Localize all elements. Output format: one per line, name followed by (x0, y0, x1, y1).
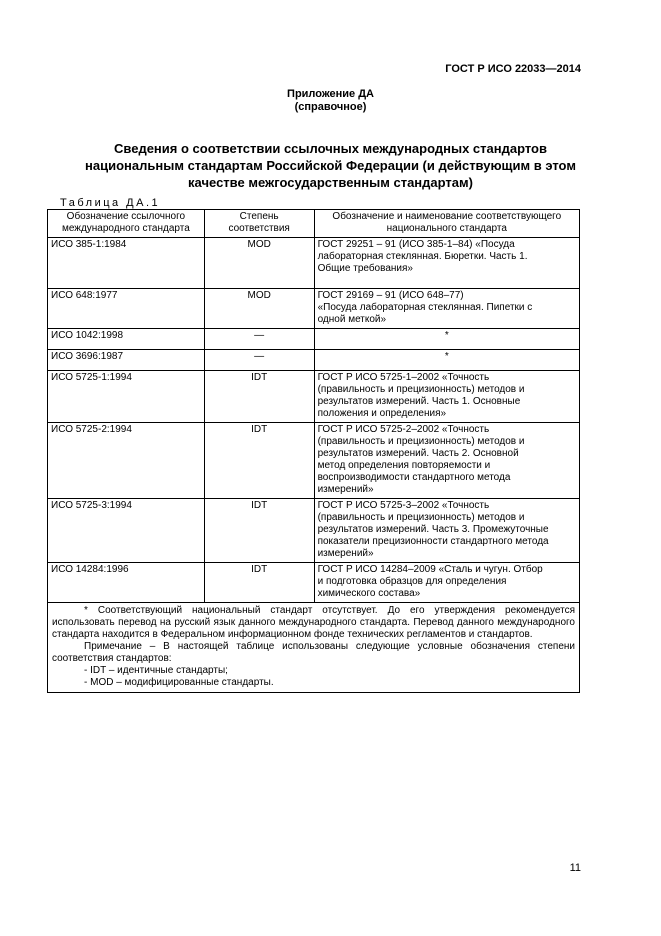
cell-national-standard: ГОСТ Р ИСО 5725-1–2002 «Точность (правильность и прецизионность) методов и результатов измерений. Часть 1. Основные положения и определения» (314, 371, 579, 423)
title-line: Сведения о соответствии ссылочных международных стандартов (114, 141, 547, 156)
cell-national-standard: ГОСТ 29169 – 91 (ИСО 648–77) «Посуда лабораторная стеклянная. Пипетки с одной меткой» (314, 289, 579, 329)
header-degree: Степень соответствия (204, 210, 314, 238)
table-row (48, 423, 580, 499)
cell-degree: IDT (204, 499, 314, 563)
document-code: ГОСТ Р ИСО 22033—2014 (445, 63, 581, 75)
cell-intl-standard: ИСО 1042:1998 (48, 329, 205, 350)
header-national-standard: Обозначение и наименование соответствующего национального стандарта (314, 210, 579, 238)
table-row (48, 238, 580, 289)
table-footnote-row (48, 603, 580, 693)
footnote-note: Примечание – В настоящей таблице использованы следующие условные обозначения степени соответствия стандартов: (52, 641, 575, 664)
cell-degree: — (204, 350, 314, 371)
cell-degree: IDT (204, 423, 314, 499)
annex-heading (0, 88, 661, 114)
cell-degree: IDT (204, 563, 314, 603)
table-row (48, 289, 580, 329)
table-caption: Таблица ДА.1 (60, 197, 161, 209)
annex-subtitle: (справочное) (294, 101, 367, 113)
cell-national-standard: ГОСТ Р ИСО 14284–2009 «Сталь и чугун. Отбор и подготовка образцов для определения химического состава» (314, 563, 579, 603)
cell-national-standard: * (314, 329, 579, 350)
table-row (48, 563, 580, 603)
cell-intl-standard: ИСО 5725-3:1994 (48, 499, 205, 563)
page-number: 11 (569, 862, 581, 874)
table-row (48, 329, 580, 350)
cell-degree: — (204, 329, 314, 350)
cell-intl-standard: ИСО 5725-2:1994 (48, 423, 205, 499)
page-title (40, 140, 621, 191)
table-row (48, 499, 580, 563)
header-intl-standard: Обозначение ссылочного международного стандарта (48, 210, 205, 238)
cell-intl-standard: ИСО 14284:1996 (48, 563, 205, 603)
correspondence-table (47, 209, 580, 693)
footnote-star: * Соответствующий национальный стандарт отсутствует. До его утверждения рекомендуется использовать перевод на русский язык данного международного стандарта. Перевод данного международного стандарта находится в Федеральном информационном фонде технических регламентов и стандартов. (52, 605, 575, 640)
cell-intl-standard: ИСО 5725-1:1994 (48, 371, 205, 423)
cell-national-standard: * (314, 350, 579, 371)
cell-degree: MOD (204, 238, 314, 289)
cell-national-standard: ГОСТ Р ИСО 5725-2–2002 «Точность (правильность и прецизионность) методов и результатов измерений. Часть 2. Основной метод определения повторяемости и воспроизводимости стандартного метода измерений» (314, 423, 579, 499)
title-line: национальным стандартам Российской Федерации (и действующим в этом (85, 158, 576, 173)
table-row (48, 371, 580, 423)
footnote-mod: - MOD – модифицированные стандарты. (84, 677, 274, 688)
footnote-idt: - IDT – идентичные стандарты; (84, 665, 228, 676)
cell-national-standard: ГОСТ Р ИСО 5725-3–2002 «Точность (правильность и прецизионность) методов и результатов измерений. Часть 3. Промежуточные показатели прецизионности стандартного метода измерений» (314, 499, 579, 563)
table-row (48, 350, 580, 371)
cell-national-standard: ГОСТ 29251 – 91 (ИСО 385-1–84) «Посуда лабораторная стеклянная. Бюретки. Часть 1. Общие требования» (314, 238, 579, 289)
cell-degree: MOD (204, 289, 314, 329)
cell-intl-standard: ИСО 385-1:1984 (48, 238, 205, 289)
title-line: качестве межгосударственным стандартам) (188, 175, 473, 190)
cell-degree: IDT (204, 371, 314, 423)
cell-intl-standard: ИСО 648:1977 (48, 289, 205, 329)
cell-intl-standard: ИСО 3696:1987 (48, 350, 205, 371)
table-header-row (48, 210, 580, 238)
annex-title: Приложение ДА (287, 88, 374, 100)
table-footnote (48, 603, 580, 693)
